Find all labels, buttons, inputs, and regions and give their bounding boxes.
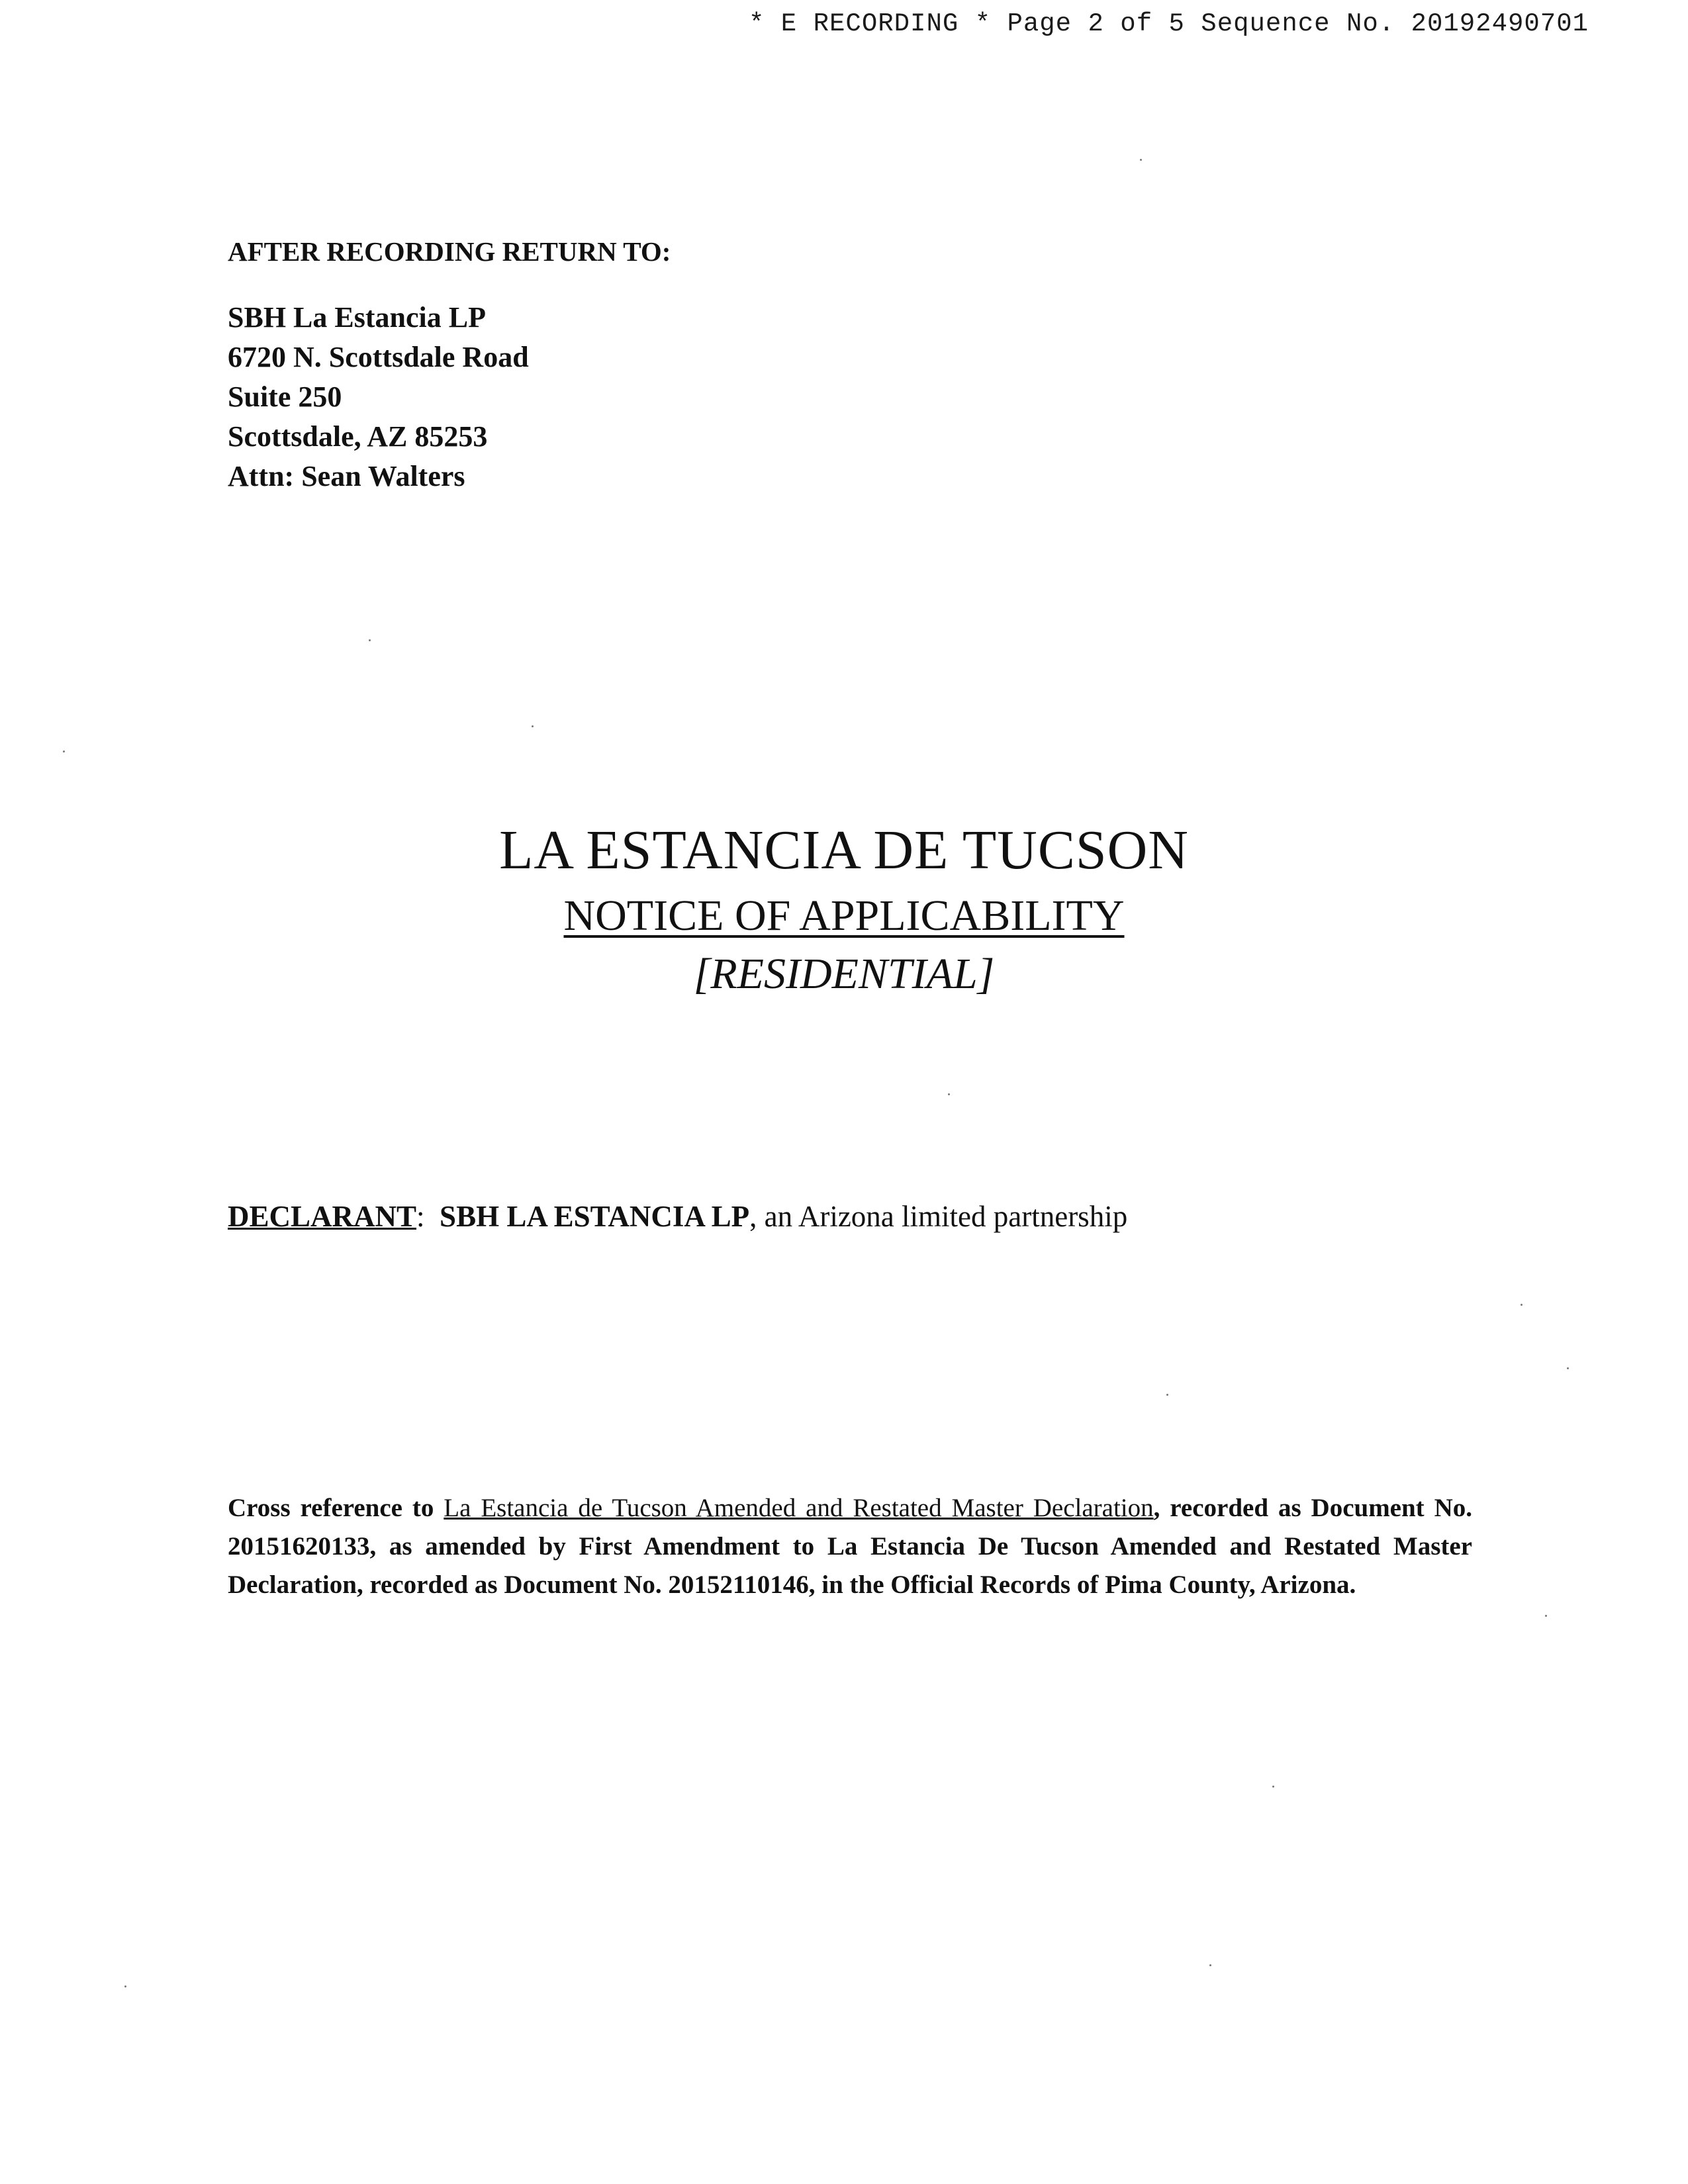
scan-speck [948, 1093, 950, 1095]
return-address-block [228, 232, 671, 496]
scan-speck [1166, 1394, 1168, 1396]
scan-speck [1272, 1786, 1274, 1788]
scan-speck [369, 639, 371, 641]
declarant-line [228, 1199, 1127, 1234]
address-line: Suite 250 [228, 381, 342, 413]
return-address-lines [228, 298, 671, 496]
referenced-declaration-title: La Estancia de Tucson Amended and Restated Master Declaration [444, 1494, 1154, 1522]
scan-speck [532, 725, 534, 727]
scan-speck [1567, 1367, 1569, 1369]
address-line: Attn: Sean Walters [228, 460, 465, 492]
declarant-description: , an Arizona limited partnership [749, 1200, 1128, 1233]
scan-speck [1545, 1615, 1547, 1617]
scan-speck [1209, 1964, 1211, 1966]
scan-speck [124, 1985, 126, 1987]
declarant-colon: : [416, 1200, 425, 1233]
document-type: [RESIDENTIAL] [693, 950, 995, 998]
address-line: 6720 N. Scottsdale Road [228, 341, 529, 373]
document-title: LA ESTANCIA DE TUCSON [499, 819, 1189, 881]
address-line: SBH La Estancia LP [228, 301, 486, 334]
address-line: Scottsdale, AZ 85253 [228, 420, 488, 453]
cross-reference-paragraph [228, 1489, 1472, 1604]
scan-speck [63, 751, 65, 752]
recording-header: * E RECORDING * Page 2 of 5 Sequence No. 20192490701 [749, 9, 1589, 38]
cross-reference-body: , recorded as Document No. 20151620133, as amended by First Amendment to La Estancia De Tucson Amended and Restated Master Declaration, recorded as Document No. 20152110146, in the Official Records of Pima County, Arizona. [228, 1494, 1472, 1599]
declarant-label: DECLARANT [228, 1200, 417, 1233]
scan-speck [1140, 159, 1142, 161]
return-heading: AFTER RECORDING RETURN TO: [228, 236, 671, 267]
document-title-block [0, 814, 1688, 1003]
document-subtitle: NOTICE OF APPLICABILITY [563, 891, 1125, 940]
scan-speck [1521, 1304, 1523, 1306]
cross-reference-prefix: Cross reference to [228, 1494, 444, 1522]
declarant-name: SBH LA ESTANCIA LP [440, 1200, 750, 1233]
